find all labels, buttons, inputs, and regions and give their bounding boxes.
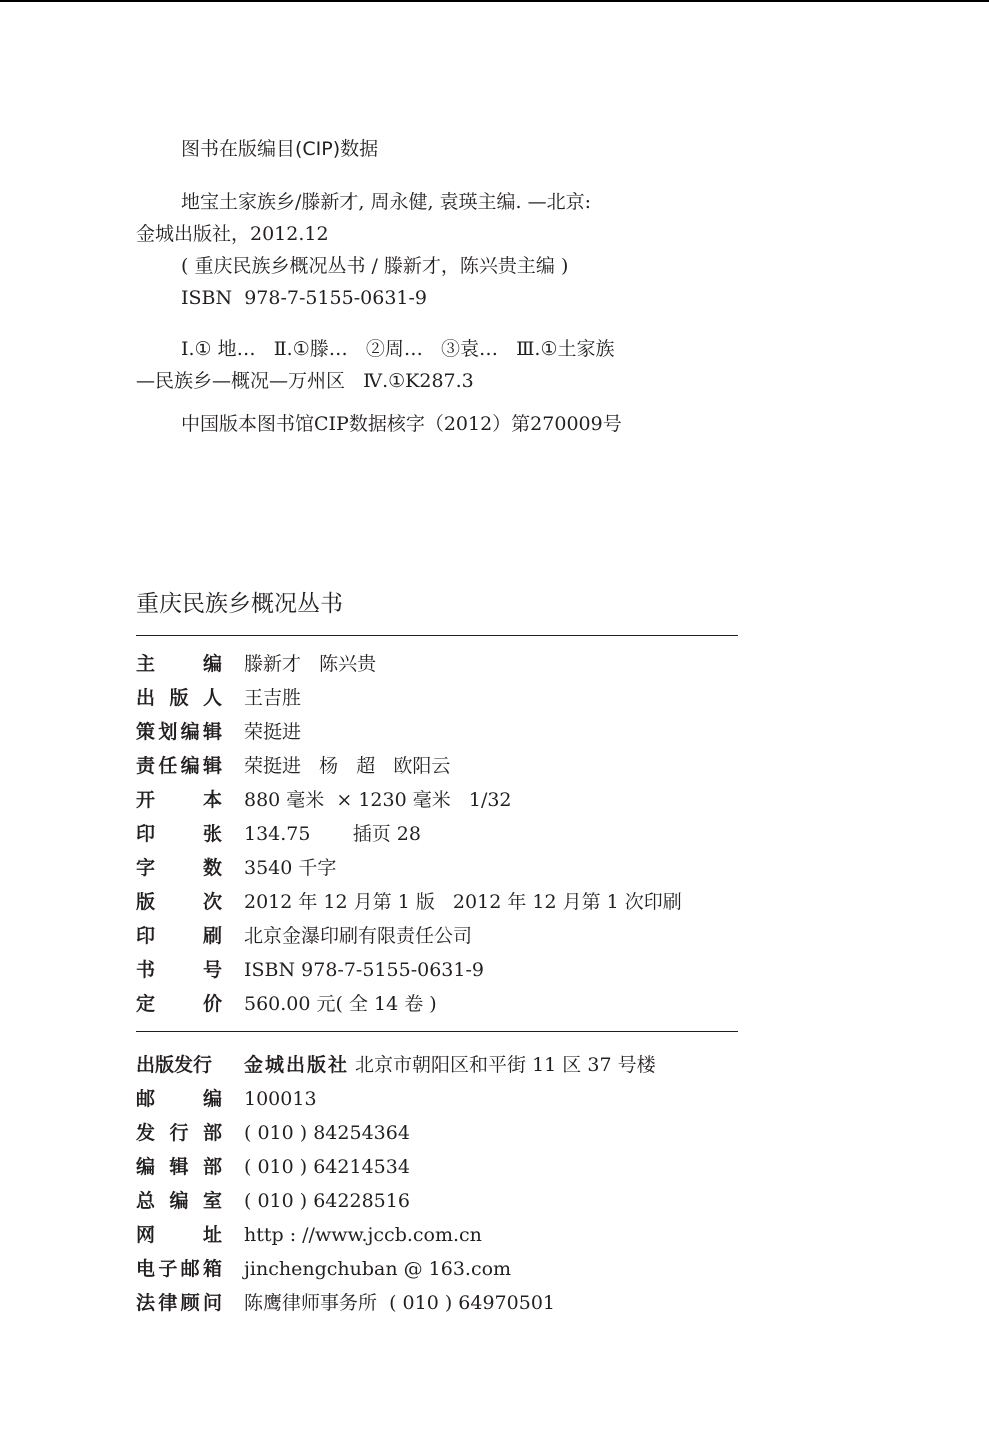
- publisher-row: [136, 1052, 656, 1078]
- publisher-address: 北京市朝阳区和平街 11 区 37 号楼: [349, 1054, 656, 1076]
- cip-heading: 图书在版编目(CIP)数据: [181, 138, 379, 160]
- contact-label: 网 址: [136, 1224, 222, 1246]
- colophon-label: 主 编: [136, 653, 222, 675]
- colophon-label: 版 次: [136, 891, 222, 913]
- contact-value: 陈鹰律师事务所 ( 010 ) 64970501: [244, 1292, 555, 1314]
- contact-value: ( 010 ) 64228516: [244, 1190, 410, 1212]
- colophon-label: 书 号: [136, 959, 222, 981]
- contact-label: 编 辑 部: [136, 1156, 222, 1178]
- series-title: 重庆民族乡概况丛书: [136, 591, 343, 617]
- colophon-label: 印 张: [136, 823, 222, 845]
- colophon-value: 3540 千字: [244, 857, 337, 879]
- cip-line-subjects: Ⅰ.① 地… Ⅱ.①滕… ②周… ③袁… Ⅲ.①土家族: [181, 338, 615, 360]
- contact-label: 总 编 室: [136, 1190, 222, 1212]
- colophon-label: 责 任 编 辑: [136, 755, 222, 777]
- colophon-value: 北京金瀑印刷有限责任公司: [244, 925, 473, 947]
- colophon-value: 560.00 元( 全 14 卷 ): [244, 993, 437, 1015]
- colophon-label: 定 价: [136, 993, 222, 1015]
- divider-top: [136, 635, 738, 636]
- colophon-label: 出 版 人: [136, 687, 222, 709]
- colophon-value: 134.75 插页 28: [244, 823, 421, 845]
- publisher-label: 出版发行: [136, 1054, 213, 1076]
- contact-value: 100013: [244, 1088, 317, 1110]
- divider-bottom: [136, 1031, 738, 1032]
- colophon-value: 880 毫米 × 1230 毫米 1/32: [244, 789, 512, 811]
- top-border: [0, 0, 989, 2]
- contact-value: ( 010 ) 64214534: [244, 1156, 410, 1178]
- colophon-label: 印 刷: [136, 925, 222, 947]
- cip-line-verification: 中国版本图书馆CIP数据核字（2012）第270009号: [181, 413, 622, 435]
- contact-label: 邮 编: [136, 1088, 222, 1110]
- contact-label: 法 律 顾 问: [136, 1292, 222, 1314]
- colophon-value: 荣挺进 杨 超 欧阳云: [244, 755, 451, 777]
- cip-line-series: ( 重庆民族乡概况丛书 / 滕新才，陈兴贵主编 ): [181, 255, 569, 277]
- colophon-value: 王吉胜: [244, 687, 302, 709]
- contact-label: 电 子 邮 箱: [136, 1258, 222, 1280]
- contact-value: ( 010 ) 84254364: [244, 1122, 410, 1144]
- contact-value: jinchengchuban @ 163.com: [244, 1258, 512, 1280]
- publisher-value: [244, 1052, 656, 1078]
- contact-label: 发 行 部: [136, 1122, 222, 1144]
- colophon-label: 策 划 编 辑: [136, 721, 222, 743]
- colophon-value: ISBN 978-7-5155-0631-9: [244, 959, 484, 981]
- contact-value: http : //www.jccb.com.cn: [244, 1224, 482, 1246]
- colophon-label: 开 本: [136, 789, 222, 811]
- colophon-value: 2012 年 12 月第 1 版 2012 年 12 月第 1 次印刷: [244, 891, 682, 913]
- cip-line-subjects-cont: —民族乡—概况—万州区 Ⅳ.①K287.3: [136, 370, 474, 392]
- cip-line-title: 地宝土家族乡/滕新才, 周永健, 袁瑛主编. —北京:: [181, 191, 592, 213]
- colophon-label: 字 数: [136, 857, 222, 879]
- colophon-value: 滕新才 陈兴贵: [244, 653, 377, 675]
- cip-line-isbn: ISBN 978-7-5155-0631-9: [181, 287, 428, 309]
- publisher-name: 金城出版社: [244, 1054, 350, 1076]
- cip-line-publisher: 金城出版社，2012.12: [136, 223, 329, 245]
- colophon-value: 荣挺进: [244, 721, 302, 743]
